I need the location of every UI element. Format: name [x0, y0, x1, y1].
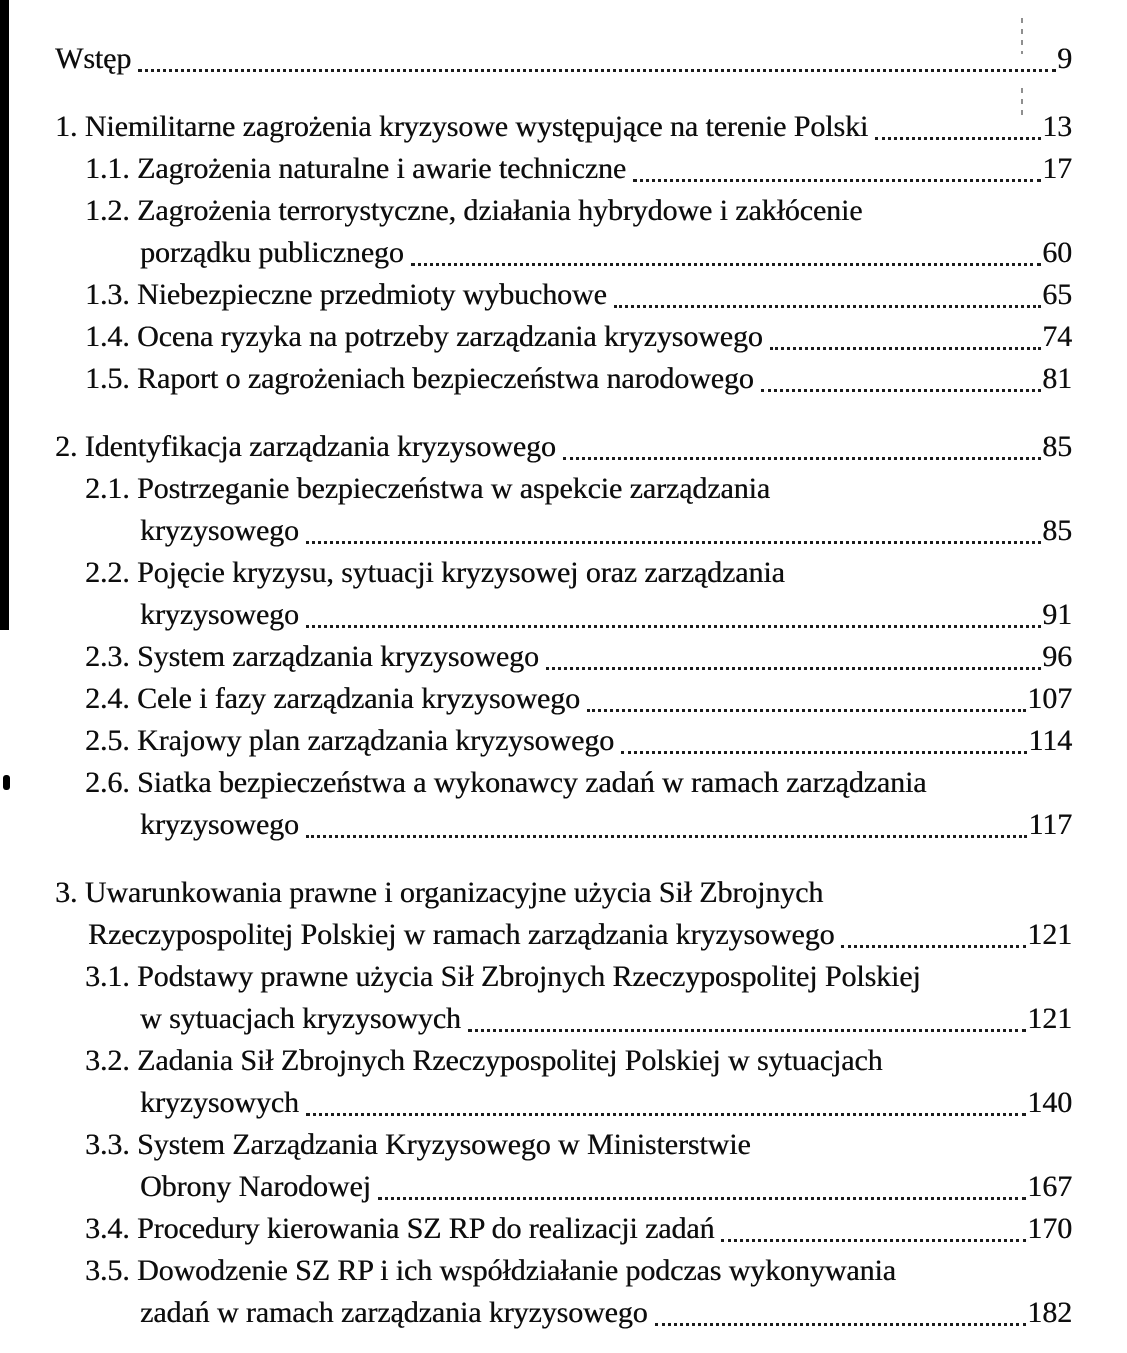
toc-entry-label: 1.4. Ocena ryzyka na potrzeby zarządzania kryzysowego: [85, 320, 763, 353]
dot-leader: [621, 751, 1027, 754]
dot-leader: [761, 389, 1042, 392]
toc-entry-label: porządku publicznego: [140, 236, 404, 269]
table-of-contents: [0, 38, 1127, 1334]
toc-entry-label: Rzeczypospolitej Polskiej w ramach zarządzania kryzysowego: [88, 918, 835, 951]
page-number: 140: [1027, 1086, 1072, 1119]
dot-leader: [546, 667, 1041, 670]
page-number: 121: [1027, 918, 1072, 951]
toc-line: [0, 38, 1072, 80]
page-number: 65: [1042, 278, 1072, 311]
dot-leader: [770, 347, 1041, 350]
toc-line: [0, 678, 1072, 720]
toc-line: [0, 804, 1072, 846]
toc-line: [0, 1166, 1072, 1208]
toc-line: [0, 872, 1072, 914]
toc-entry: [0, 956, 1072, 1040]
page-number: 121: [1027, 1002, 1072, 1035]
toc-entry: [0, 1250, 1072, 1334]
toc-entry-label: kryzysowego: [140, 598, 299, 631]
toc-line: [0, 956, 1072, 998]
dot-leader: [587, 709, 1026, 712]
toc-entry: [0, 426, 1072, 468]
toc-entry: [0, 38, 1072, 80]
toc-entry-label: 1.2. Zagrożenia terrorystyczne, działania hybrydowe i zakłócenie: [85, 194, 863, 227]
toc-entry-label: 3.4. Procedury kierowania SZ RP do realizacji zadań: [85, 1212, 715, 1245]
dot-leader: [614, 305, 1041, 308]
dot-leader: [655, 1323, 1027, 1326]
toc-entry-label: 1.5. Raport o zagrożeniach bezpieczeństwa narodowego: [85, 362, 754, 395]
toc-line: [0, 358, 1072, 400]
toc-line: [0, 998, 1072, 1040]
page-number: 13: [1042, 110, 1072, 143]
dot-leader: [138, 69, 1056, 72]
toc-line: [0, 468, 1072, 510]
toc-entry: [0, 1124, 1072, 1208]
toc-line: [0, 1250, 1072, 1292]
dot-leader: [633, 179, 1041, 182]
dot-leader: [306, 541, 1041, 544]
toc-entry-label: 1. Niemilitarne zagrożenia kryzysowe występujące na terenie Polski: [55, 110, 869, 143]
toc-entry: [0, 678, 1072, 720]
toc-line: [0, 148, 1072, 190]
toc-line: [0, 552, 1072, 594]
page-number: 60: [1042, 236, 1072, 269]
page-number: 9: [1057, 42, 1072, 75]
dot-leader: [841, 945, 1026, 948]
dot-leader: [378, 1197, 1026, 1200]
toc-entry-label: 2.3. System zarządzania kryzysowego: [85, 640, 539, 673]
page-number: 91: [1042, 598, 1072, 631]
dot-leader: [721, 1239, 1026, 1242]
toc-entry: [0, 636, 1072, 678]
toc-line: [0, 762, 1072, 804]
dot-leader: [411, 263, 1041, 266]
toc-line: [0, 426, 1072, 468]
toc-entry: [0, 1040, 1072, 1124]
dot-leader: [468, 1029, 1026, 1032]
toc-line: [0, 316, 1072, 358]
dot-leader: [306, 1113, 1026, 1116]
toc-entry-label: kryzysowego: [140, 514, 299, 547]
toc-entry: [0, 148, 1072, 190]
toc-line: [0, 1040, 1072, 1082]
toc-line: [0, 190, 1072, 232]
toc-entry-label: 2.4. Cele i fazy zarządzania kryzysowego: [85, 682, 580, 715]
page-number: 117: [1028, 808, 1072, 841]
toc-line: [0, 720, 1072, 762]
toc-line: [0, 1208, 1072, 1250]
toc-entry-label: 2. Identyfikacja zarządzania kryzysowego: [55, 430, 556, 463]
toc-line: [0, 1292, 1072, 1334]
toc-line: [0, 1082, 1072, 1124]
toc-entry-label: 2.1. Postrzeganie bezpieczeństwa w aspekcie zarządzania: [85, 472, 770, 505]
toc-entry: [0, 762, 1072, 846]
toc-line: [0, 594, 1072, 636]
page-number: 17: [1042, 152, 1072, 185]
toc-entry-label: 1.3. Niebezpieczne przedmioty wybuchowe: [85, 278, 607, 311]
page-number: 114: [1028, 724, 1072, 757]
toc-line: [0, 914, 1072, 956]
dot-leader: [563, 457, 1041, 460]
toc-line: [0, 106, 1072, 148]
toc-entry: [0, 106, 1072, 148]
toc-entry: [0, 552, 1072, 636]
dot-leader: [306, 835, 1028, 838]
toc-entry: [0, 468, 1072, 552]
toc-entry-label: w sytuacjach kryzysowych: [140, 1002, 461, 1035]
page-number: 170: [1027, 1212, 1072, 1245]
toc-entry-label: zadań w ramach zarządzania kryzysowego: [140, 1296, 648, 1329]
toc-line: [0, 636, 1072, 678]
toc-entry-label: kryzysowych: [140, 1086, 299, 1119]
toc-entry: [0, 720, 1072, 762]
toc-entry: [0, 872, 1072, 956]
toc-line: [0, 510, 1072, 552]
page-number: 81: [1042, 362, 1072, 395]
page-number: 74: [1042, 320, 1072, 353]
toc-entry-label: 2.2. Pojęcie kryzysu, sytuacji kryzysowej oraz zarządzania: [85, 556, 785, 589]
toc-line: [0, 232, 1072, 274]
toc-entry-label: 3.1. Podstawy prawne użycia Sił Zbrojnych Rzeczypospolitej Polskiej: [85, 960, 921, 993]
dot-leader: [306, 625, 1041, 628]
toc-entry: [0, 358, 1072, 400]
toc-entry: [0, 190, 1072, 274]
toc-entry-label: 3.2. Zadania Sił Zbrojnych Rzeczypospolitej Polskiej w sytuacjach: [85, 1044, 883, 1077]
toc-entry-label: 3. Uwarunkowania prawne i organizacyjne użycia Sił Zbrojnych: [55, 876, 824, 909]
page-number: 96: [1042, 640, 1072, 673]
toc-entry-label: 2.6. Siatka bezpieczeństwa a wykonawcy zadań w ramach zarządzania: [85, 766, 927, 799]
toc-entry: [0, 1208, 1072, 1250]
page-number: 85: [1042, 430, 1072, 463]
toc-entry-label: 1.1. Zagrożenia naturalne i awarie techniczne: [85, 152, 627, 185]
toc-entry-label: 2.5. Krajowy plan zarządzania kryzysowego: [85, 724, 615, 757]
page-number: 85: [1042, 514, 1072, 547]
toc-entry-label: kryzysowego: [140, 808, 299, 841]
toc-entry-label: 3.5. Dowodzenie SZ RP i ich współdziałanie podczas wykonywania: [85, 1254, 896, 1287]
dot-leader: [875, 137, 1041, 140]
page-number: 107: [1027, 682, 1072, 715]
toc-entry-label: Obrony Narodowej: [140, 1170, 371, 1203]
toc-entry-label: Wstęp: [55, 42, 132, 75]
page-number: 167: [1027, 1170, 1072, 1203]
toc-entry-label: 3.3. System Zarządzania Kryzysowego w Ministerstwie: [85, 1128, 751, 1161]
toc-line: [0, 274, 1072, 316]
toc-entry: [0, 316, 1072, 358]
toc-line: [0, 1124, 1072, 1166]
page-number: 182: [1027, 1296, 1072, 1329]
toc-entry: [0, 274, 1072, 316]
